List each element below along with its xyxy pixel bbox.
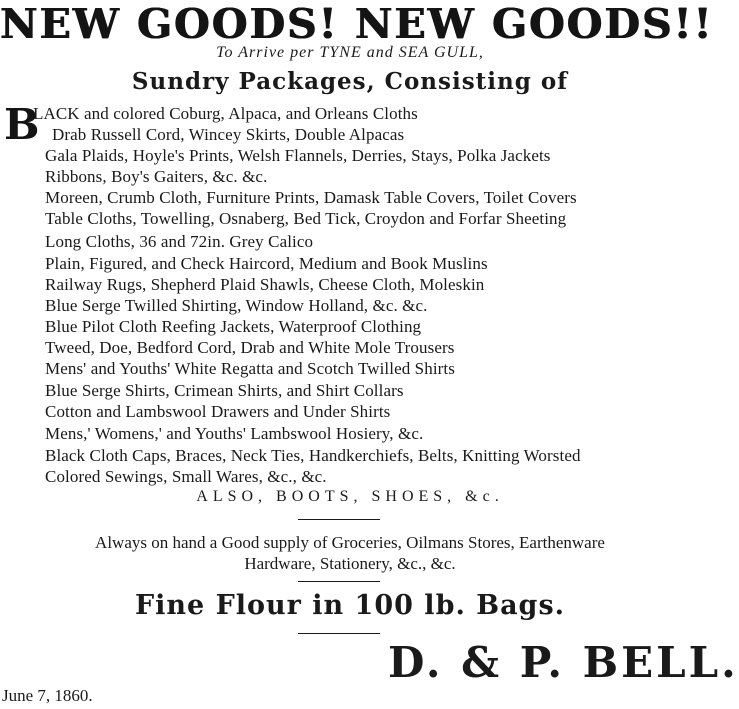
merchant-signature: D. & P. BELL. <box>388 638 739 687</box>
goods-line: Blue Pilot Cloth Reefing Jackets, Waterproof Clothing <box>45 317 422 336</box>
always-line-1: Always on hand a Good supply of Groceries, Oilmans Stores, Earthenware <box>95 533 605 552</box>
goods-line: Plain, Figured, and Check Haircord, Medium and Book Muslins <box>45 254 488 273</box>
divider-rule <box>298 633 380 634</box>
date-line: June 7, 1860. <box>2 686 93 705</box>
flour-line: Fine Flour in 100 lb. Bags. <box>134 590 566 621</box>
goods-line: Ribbons, Boy's Gaiters, &c. &c. <box>45 167 268 186</box>
headline: NEW GOODS! NEW GOODS!! <box>0 0 714 48</box>
goods-line: Gala Plaids, Hoyle's Prints, Welsh Flannels, Derries, Stays, Polka Jackets <box>45 146 551 165</box>
goods-line: Long Cloths, 36 and 72in. Grey Calico <box>45 232 314 251</box>
goods-line: Mens,' Womens,' and Youths' Lambswool Hosiery, &c. <box>45 424 424 443</box>
goods-line: Blue Serge Twilled Shirting, Window Holland, &c. &c. <box>45 296 428 315</box>
goods-line: Mens' and Youths' White Regatta and Scotch Twilled Shirts <box>45 359 455 378</box>
goods-line: LACK and colored Coburg, Alpaca, and Orleans Cloths <box>33 104 418 123</box>
always-line-2: Hardware, Stationery, &c., &c. <box>244 554 456 573</box>
goods-line: Tweed, Doe, Bedford Cord, Drab and White Mole Trousers <box>45 338 455 357</box>
subheading: Sundry Packages, Consisting of <box>131 68 569 95</box>
goods-line: Railway Rugs, Shepherd Plaid Shawls, Cheese Cloth, Moleskin <box>45 275 485 294</box>
goods-line: Drab Russell Cord, Wincey Skirts, Double Alpacas <box>52 125 405 144</box>
also-line: ALSO, BOOTS, SHOES, &c. <box>196 488 504 505</box>
drop-cap: B <box>4 100 40 149</box>
goods-line: Blue Serge Shirts, Crimean Shirts, and Shirt Collars <box>45 381 404 400</box>
goods-line: Colored Sewings, Small Wares, &c., &c. <box>45 467 327 486</box>
divider-rule <box>298 581 380 582</box>
goods-line: Table Cloths, Towelling, Osnaberg, Bed Tick, Croydon and Forfar Sheeting <box>45 209 567 228</box>
arrival-notice: To Arrive per TYNE and SEA GULL, <box>216 44 484 61</box>
goods-line: Moreen, Crumb Cloth, Furniture Prints, Damask Table Covers, Toilet Covers <box>45 188 577 207</box>
goods-line: Black Cloth Caps, Braces, Neck Ties, Handkerchiefs, Belts, Knitting Worsted <box>45 446 581 465</box>
goods-line: Cotton and Lambswool Drawers and Under Shirts <box>45 402 391 421</box>
divider-rule <box>298 519 380 520</box>
